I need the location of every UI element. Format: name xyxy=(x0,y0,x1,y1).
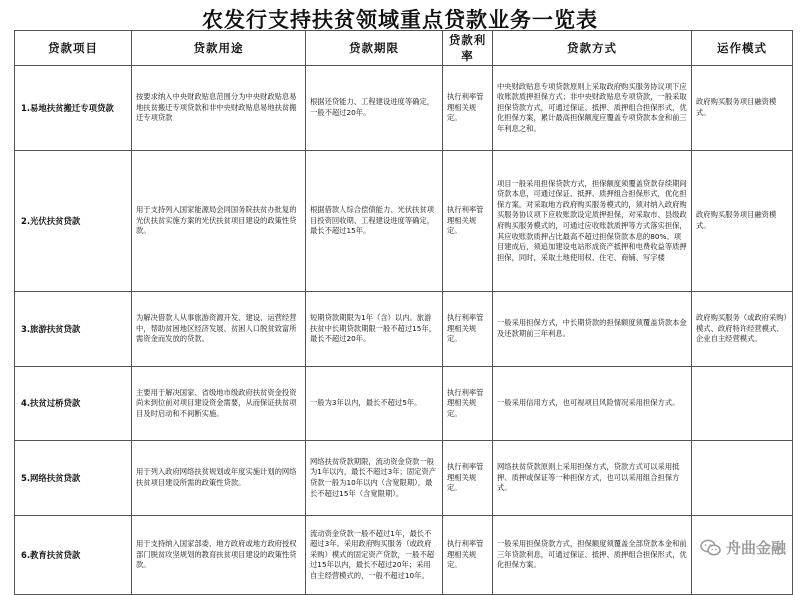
header-loan-purpose: 贷款用途 xyxy=(132,31,306,66)
table-row xyxy=(15,292,793,367)
row-mode: 政府购买服务（或政府采购）模式、政府特许经营模式、企业自主经营模式。 xyxy=(692,292,793,367)
row-purpose: 用于支持纳入国家部委、地方政府或地方政府授权部门脱贫攻坚规划的教育扶贫项目建设的政策性贷款。 xyxy=(132,516,306,595)
row-rate: 执行利率管理相关规定。 xyxy=(443,516,493,595)
row-rate: 执行利率管理相关规定。 xyxy=(443,66,493,151)
row-method: 一般采用担保方式，中长期贷款的担保额度须覆盖贷款本金及还款期前三年利息。 xyxy=(493,292,692,367)
header-operation-mode: 运作模式 xyxy=(692,31,793,66)
row-method: 中央财政贴息专项贷款原则上采取政府购买服务协议项下应收账款质押担保方式；非中央财政贴息专项贷款，一般采取担保贷款方式，可通过保证、抵押、质押组合担保形式，优化担保方案，累计最高担保额度应覆盖专项贷款本金和前三年利息之和。 xyxy=(493,66,692,151)
header-loan-rate: 贷款利率 xyxy=(443,31,493,66)
row-purpose: 按要求纳入中央财政贴息范围分为中央财政贴息易地扶贫搬迁专项贷款和非中央财政贴息易地扶贫搬迁专项贷款 xyxy=(132,66,306,151)
row-name: 4.扶贫过桥贷款 xyxy=(15,367,132,441)
row-method: 项目一般采用担保贷款方式，担保额度须覆盖贷款存续期间贷款本息，可通过保证、抵押、质押组合担保形式，优化担保方案。对采取地方政府购买服务模式的，须对纳入政府购买服务协议项下应收账款设定质押担保，对采取市、县级政府购买服务模式的，可通过应收账款质押等方式落实担保，其应收账款质押占比最高不超过担保贷款本息的80%。项目建成后，须追加建设电站形成资产抵押和电费收益等质押担保，同时，采取土地使用权、住宅、商铺、写字楼 xyxy=(493,151,692,292)
row-purpose: 用于列入政府网络扶贫规划或年度实施计划的网络扶贫项目建设所需的政策性贷款。 xyxy=(132,441,306,516)
table-row xyxy=(15,151,793,292)
row-name: 2.光伏扶贫贷款 xyxy=(15,151,132,292)
row-mode: 政府购买服务项目融资模式。 xyxy=(692,151,793,292)
row-method: 一般采用担保贷款方式，担保额度须覆盖全部贷款本金和前三年贷款利息，可通过保证、抵押、质押组合担保形式，优化担保方案。 xyxy=(493,516,692,595)
row-term: 网络扶贫贷款期限，流动资金贷款一般为1年以内，最长不超过3年；固定资产贷款一般为10年以内（含宽限期），最长不超过15年（含宽限期）。 xyxy=(306,441,443,516)
row-name: 1.易地扶贫搬迁专项贷款 xyxy=(15,66,132,151)
table-row xyxy=(15,66,793,151)
table-row xyxy=(15,367,793,441)
row-rate: 执行利率管理相关规定。 xyxy=(443,367,493,441)
header-loan-method: 贷款方式 xyxy=(493,31,692,66)
row-term: 一般为3年以内，最长不超过5年。 xyxy=(306,367,443,441)
watermark-text: 舟曲金融 xyxy=(725,539,786,557)
table-row xyxy=(15,441,793,516)
table-row xyxy=(15,516,793,595)
watermark xyxy=(700,537,786,558)
row-name: 3.旅游扶贫贷款 xyxy=(15,292,132,367)
row-rate: 执行利率管理相关规定。 xyxy=(443,151,493,292)
row-name: 6.教育扶贫贷款 xyxy=(15,516,132,595)
row-method: 网络扶贫贷款原则上采用担保方式，贷款方式可以采用抵押、质押或保证等一种担保方式，也可以采用组合担保方式。 xyxy=(493,441,692,516)
row-term: 根据借款人综合偿债能力、光伏扶贫项目投资回收期、工程建设进度等确定，最长不超过15年。 xyxy=(306,151,443,292)
row-rate: 执行利率管理相关规定。 xyxy=(443,441,493,516)
header-loan-item: 贷款项目 xyxy=(15,31,132,66)
page-title: 农发行支持扶贫领域重点贷款业务一览表 xyxy=(202,7,598,32)
row-term: 根据还贷能力、工程建设进度等确定，一般不超过20年。 xyxy=(306,66,443,151)
row-rate: 执行利率管理相关规定。 xyxy=(443,292,493,367)
row-mode xyxy=(692,441,793,516)
row-purpose: 用于支持列入国家能源局会同国务院扶贫办批复的光伏扶贫实施方案的光伏扶贫项目建设的政策性贷款。 xyxy=(132,151,306,292)
header-loan-term: 贷款期限 xyxy=(306,31,443,66)
header-row xyxy=(15,31,793,66)
row-purpose: 主要用于解决国家、省级地市级政府扶贫资金投资尚未到位前对项目建设资金需要，从而保证扶贫项目及时启动和不间断实施。 xyxy=(132,367,306,441)
row-mode xyxy=(692,367,793,441)
row-purpose: 为解决借款人从事旅游资源开发、建设、运营经营中，帮助贫困地区经济发展、贫困人口脱贫致富所需资金而发放的贷款。 xyxy=(132,292,306,367)
row-mode: 政府购买服务项目融资模式。 xyxy=(692,66,793,151)
row-method: 一般采用信用方式，也可视项目风险情况采用担保方式。 xyxy=(493,367,692,441)
wechat-icon xyxy=(700,539,722,557)
row-name: 5.网络扶贫贷款 xyxy=(15,441,132,516)
loan-table xyxy=(14,30,793,595)
row-term: 短期贷款期限为1年（含）以内。旅游扶贫中长期贷款期限一般不超过15年，最长不超过20年。 xyxy=(306,292,443,367)
row-term: 流动资金贷款一般不超过1年，最长不超过3年。采用政府购买服务（或政府采购）模式的固定资产贷款，一般不超过15年以内，最长不超过20年；采用自主经营模式的，一般不超过10年。 xyxy=(306,516,443,595)
